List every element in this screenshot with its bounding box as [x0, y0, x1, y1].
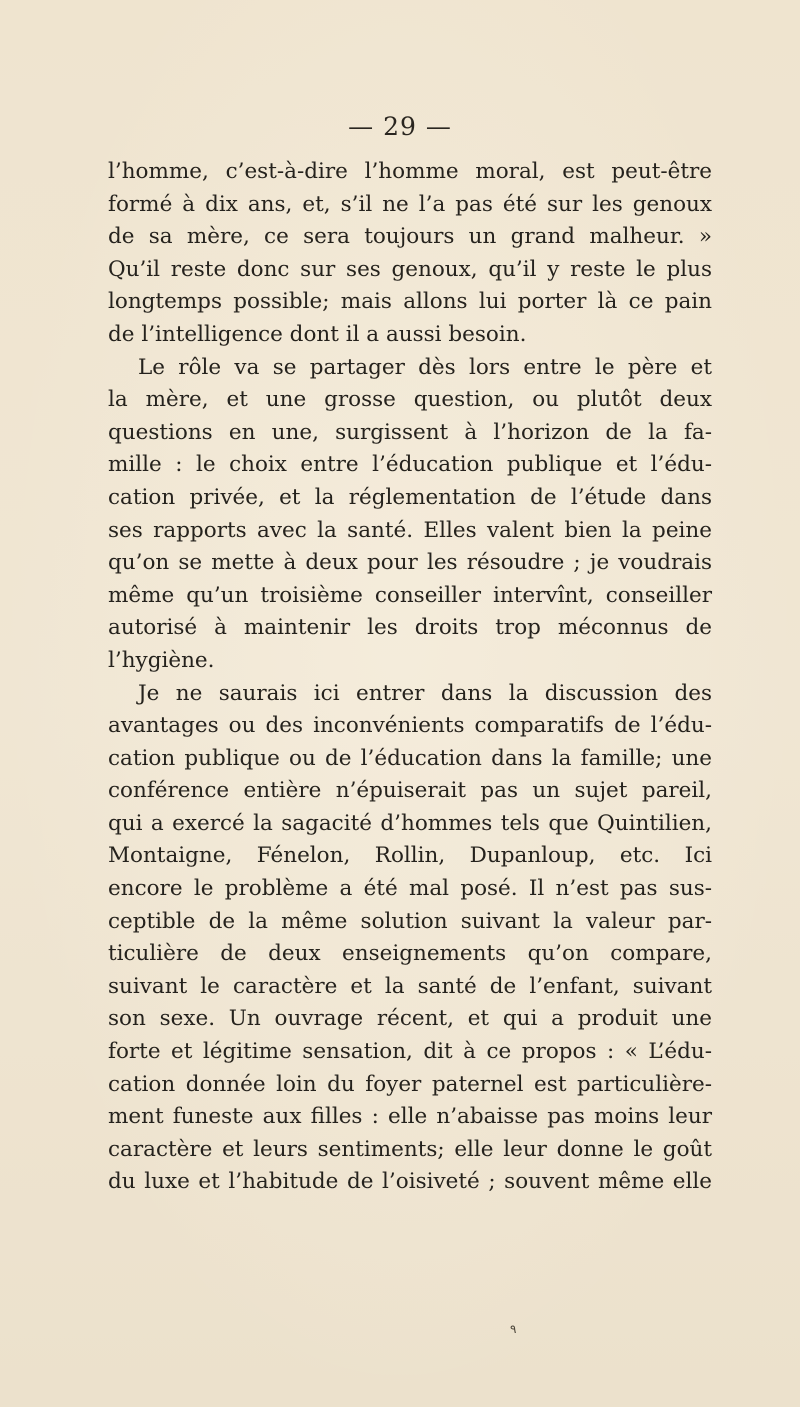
text-line: ceptible de la même solution suivant la valeur par-	[108, 908, 712, 934]
text-line: du luxe et l’habitude de l’oisiveté ; souvent même elle	[108, 1169, 712, 1195]
printer-mark: ٩	[510, 1322, 517, 1336]
text-line: cation donnée loin du foyer paternel est particulière-	[108, 1071, 712, 1097]
text-line: cation publique ou de l’éducation dans la famille; une	[108, 745, 712, 771]
text-line: cation privée, et la réglementation de l’étude dans	[108, 484, 712, 510]
text-line: de sa mère, ce sera toujours un grand malheur. »	[108, 224, 712, 250]
text-line: de l’intelligence dont il a aussi besoin.	[108, 321, 527, 347]
text-line: encore le problème a été mal posé. Il n’est pas sus-	[108, 876, 712, 902]
text-line: même qu’un troisième conseiller intervînt, conseiller	[108, 582, 712, 608]
text-line: mille : le choix entre l’éducation publique et l’édu-	[108, 452, 712, 478]
text-line: son sexe. Un ouvrage récent, et qui a produit une	[108, 1006, 712, 1032]
text-line: Montaigne, Fénelon, Rollin, Dupanloup, etc. Ici	[108, 843, 712, 869]
text-line: Qu’il reste donc sur ses genoux, qu’il y reste le plus	[108, 256, 712, 282]
text-line: la mère, et une grosse question, ou plutôt deux	[108, 387, 712, 413]
text-line: l’homme, c’est-à-dire l’homme moral, est peut-être	[108, 159, 712, 184]
text-line: qui a exercé la sagacité d’hommes tels que Quintilien,	[108, 810, 712, 836]
body-text	[108, 156, 712, 1199]
text-line: qu’on se mette à deux pour les résoudre ; je voudrais	[108, 550, 712, 576]
text-line: forte et légitime sensation, dit à ce propos : « L’édu-	[108, 1039, 712, 1065]
text-line: Le rôle va se partager dès lors entre le père et	[138, 354, 712, 380]
text-line: suivant le caractère et la santé de l’enfant, suivant	[108, 973, 712, 999]
text-line: questions en une, surgissent à l’horizon de la fa-	[108, 419, 712, 445]
page-number: — 29 —	[348, 112, 452, 141]
text-line: ment funeste aux filles : elle n’abaisse pas moins leur	[108, 1104, 712, 1130]
text-line: caractère et leurs sentiments; elle leur donne le goût	[108, 1136, 712, 1162]
text-line: formé à dix ans, et, s’il ne l’a pas été sur les genoux	[108, 191, 712, 217]
text-line: conférence entière n’épuiserait pas un sujet pareil,	[108, 778, 712, 804]
text-line: ticulière de deux enseignements qu’on compare,	[108, 941, 712, 967]
text-line: l’hygiène.	[108, 647, 215, 673]
text-line: ses rapports avec la santé. Elles valent bien la peine	[108, 517, 712, 543]
text-line: avantages ou des inconvénients comparatifs de l’édu-	[108, 713, 712, 739]
text-line: autorisé à maintenir les droits trop méconnus de	[108, 615, 712, 641]
text-line: longtemps possible; mais allons lui porter là ce pain	[108, 289, 712, 315]
text-line: Je ne saurais ici entrer dans la discussion des	[138, 680, 712, 706]
